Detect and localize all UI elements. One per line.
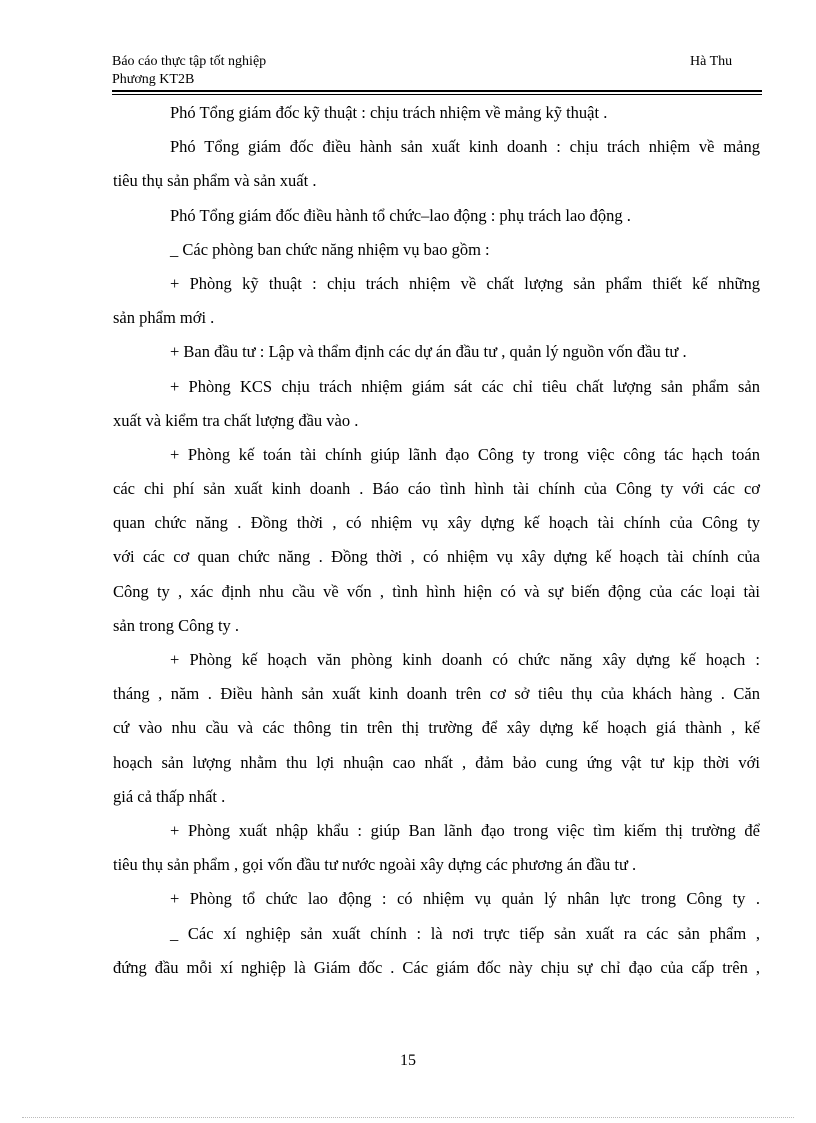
- header-title-line2: Phương KT2B: [112, 72, 195, 87]
- text-line: quan chức năng . Đồng thời , có nhiệm vụ xây dựng kế hoạch tài chính của Công ty: [113, 513, 760, 533]
- text-line: Phó Tổng giám đốc điều hành tổ chức–lao động : phụ trách lao động .: [170, 205, 631, 225]
- header-rule-thick: [112, 90, 762, 92]
- page-edge-divider: [22, 1117, 794, 1118]
- text-line: sản phẩm mới .: [113, 308, 215, 328]
- text-line: tiêu thụ sản phẩm , gọi vốn đầu tư nước ngoài xây dựng các phương án đầu tư .: [113, 855, 637, 875]
- text-line: Phó Tổng giám đốc điều hành sản xuất kinh doanh : chịu trách nhiệm về mảng: [170, 137, 760, 157]
- text-line: hoạch sản lượng nhằm thu lợi nhuận cao nhất , đảm bảo cung ứng vật tư kịp thời với: [113, 752, 760, 772]
- text-line: tiêu thụ sản phẩm và sản xuất .: [113, 171, 317, 191]
- page-header: [112, 54, 762, 94]
- text-line: + Phòng tổ chức lao động : có nhiệm vụ quản lý nhân lực trong Công ty .: [170, 889, 760, 909]
- text-line: giá cả thấp nhất .: [113, 786, 226, 806]
- text-line: + Phòng kế hoạch văn phòng kinh doanh có chức năng xây dựng kế hoạch :: [170, 650, 760, 669]
- text-line: với các cơ quan chức năng . Đồng thời , có nhiệm vụ xây dựng kế hoạch tài chính của: [113, 547, 760, 567]
- text-line: + Phòng KCS chịu trách nhiệm giám sát các chỉ tiêu chất lượng sản phẩm sản: [170, 376, 760, 396]
- text-line: + Ban đầu tư : Lập và thẩm định các dự án đầu tư , quản lý nguồn vốn đầu tư .: [170, 342, 687, 362]
- document-body: [113, 96, 760, 985]
- text-line: xuất và kiểm tra chất lượng đầu vào .: [113, 410, 359, 430]
- text-line: cứ vào nhu cầu và các thông tin trên thị trường để xây dựng kế hoạch giá thành , kế: [113, 718, 760, 738]
- text-line: tháng , năm . Điều hành sản xuất kinh doanh trên cơ sở tiêu thụ của khách hàng . Căn: [113, 684, 760, 704]
- text-line: Công ty , xác định nhu cầu về vốn , tình hình hiện có và sự biến động của các loại tài: [113, 581, 760, 601]
- text-line: đứng đầu mỗi xí nghiệp là Giám đốc . Các giám đốc này chịu sự chỉ đạo của cấp trên ,: [113, 957, 760, 977]
- text-line: + Phòng kỹ thuật : chịu trách nhiệm về chất lượng sản phẩm thiết kế những: [170, 273, 760, 293]
- text-line: _ Các phòng ban chức năng nhiệm vụ bao gồm :: [170, 239, 490, 259]
- header-author: Hà Thu: [690, 54, 733, 69]
- text-line: các chi phí sản xuất kinh doanh . Báo cáo tình hình tài chính của Công ty với các cơ: [113, 479, 760, 499]
- page-number: 15: [400, 1052, 416, 1069]
- header-title-line1: Báo cáo thực tập tốt nghiệp: [112, 54, 267, 69]
- text-line: sản trong Công ty .: [113, 615, 240, 635]
- text-line: + Phòng kế toán tài chính giúp lãnh đạo Công ty trong việc công tác hạch toán: [170, 444, 760, 464]
- text-line: + Phòng xuất nhập khẩu : giúp Ban lãnh đạo trong việc tìm kiếm thị trường để: [170, 820, 760, 840]
- text-line: Phó Tổng giám đốc kỹ thuật : chịu trách nhiệm về mảng kỹ thuật .: [170, 103, 608, 122]
- text-line: _ Các xí nghiệp sản xuất chính : là nơi trực tiếp sản xuất ra các sản phẩm ,: [170, 923, 760, 943]
- header-rule-thin: [112, 94, 762, 95]
